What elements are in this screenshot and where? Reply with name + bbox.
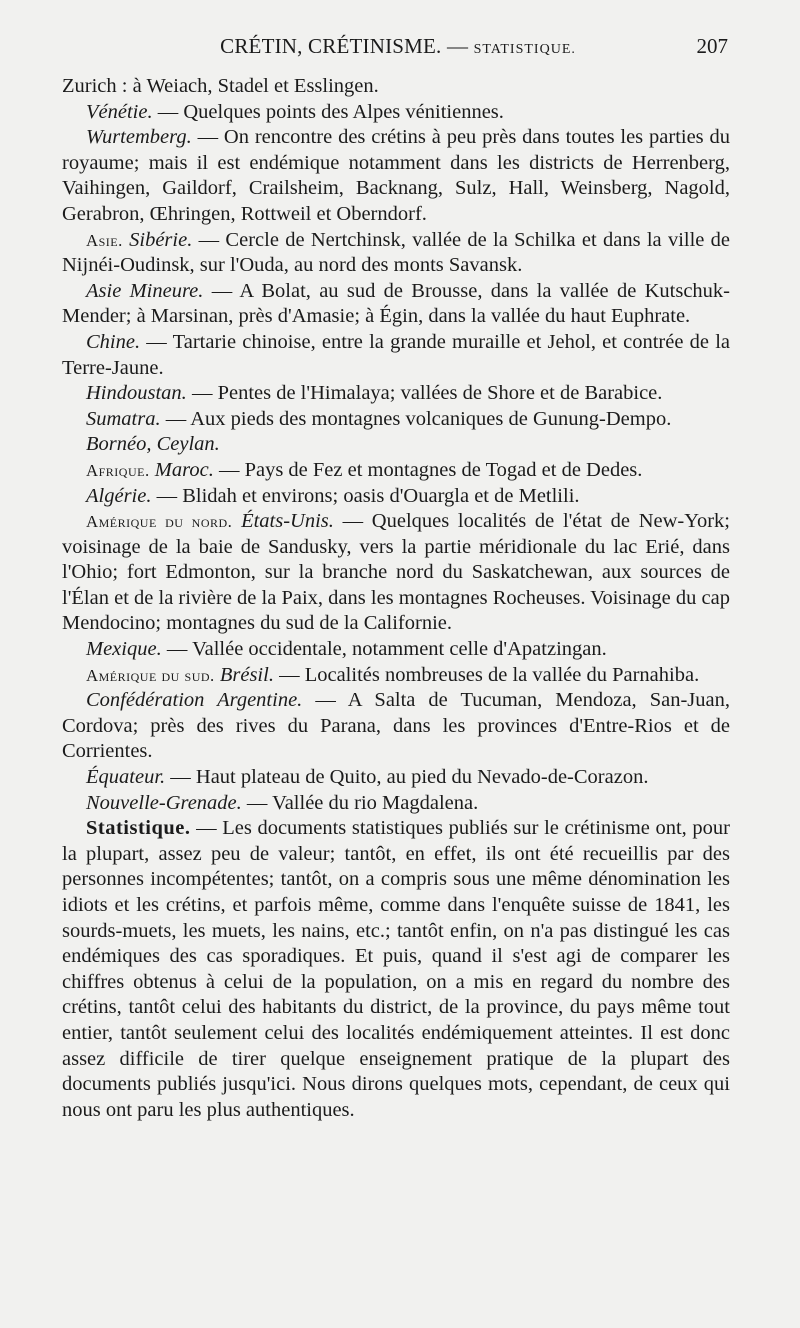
- place-name: États-Unis.: [241, 510, 334, 533]
- paragraph: [62, 484, 730, 510]
- paragraph: [62, 663, 730, 689]
- section-heading: Statistique.: [86, 817, 191, 840]
- paragraph-text: — A Salta de Tucuman, Mendoza, San-Juan, Cordova; près des rives du Parana, dans les provinces d'Entre-Rios et de Corrientes.: [62, 689, 730, 763]
- paragraph-text: — Cercle de Nertchinsk, vallée de la Schilka et dans la ville de Nijnéi-Oudinsk, sur l'Ouda, au nord des monts Savansk.: [62, 228, 731, 277]
- place-name: Sumatra.: [86, 407, 161, 430]
- running-title-main: CRÉTIN, CRÉTINISME. —: [220, 34, 469, 58]
- paragraph-text: — Les documents statistiques publiés sur le crétinisme ont, pour la plupart, assez peu de valeur; tantôt, en effet, ils ont été recueillis par des personnes incompétentes; tantôt, on a compris sous une même dénomination les idiots et les crétins, et parfois même, comme dans l'enquête suisse de 1841, les sourds-muets, les muets, les nains, etc.; tantôt enfin, on n'a pas distingué les cas endémiques des cas sporadiques. Et puis, quand il s'est agi de comparer les chiffres obtenus à celui de la population, on a mis en regard du nombre des crétins, tantôt celui des habitants du district, de la province, du pays même tout entier, tantôt seulement celui des localités endémiquement atteintes. Il est donc assez difficile de tirer quelque enseignement pratique de la plupart des documents publiés jusqu'ici. Nous dirons quelques mots, cependant, de ceux qui nous ont paru les plus authentiques.: [62, 817, 730, 1121]
- paragraph: [62, 330, 730, 381]
- paragraph: [62, 816, 730, 1123]
- region-label: Asie.: [86, 230, 123, 250]
- paragraph-text: — On rencontre des crétins à peu près dans toutes les parties du royaume; mais il est endémique notamment dans les districts de Herrenberg, Vaihingen, Gaildorf, Crailsheim, Backnang, Sulz, Hall, Weinsberg, Nagold, Gerabron, Œhringen, Rottweil et Oberndorf.: [62, 126, 731, 225]
- paragraph-text: — Localités nombreuses de la vallée du Parnahiba.: [279, 663, 700, 686]
- paragraph-text: — Vallée du rio Magdalena.: [246, 791, 479, 814]
- paragraph: [62, 637, 730, 663]
- paragraph-text: — A Bolat, au sud de Brousse, dans la vallée de Kutschuk-Mender; à Marsinan, près d'Amasie; à Égin, dans la vallée du haut Euphrate.: [62, 279, 731, 328]
- region-label: Amérique du nord.: [86, 512, 233, 532]
- place-name: Mexique.: [86, 638, 162, 661]
- place-name: Hindoustan.: [86, 382, 187, 405]
- paragraph: [62, 125, 730, 227]
- place-name: Bornéo, Ceylan.: [86, 433, 220, 456]
- paragraph-text: — Haut plateau de Quito, au pied du Nevado-de-Corazon.: [170, 766, 649, 789]
- paragraph: [62, 791, 730, 817]
- place-name: Sibérie.: [129, 228, 193, 251]
- paragraph: [62, 765, 730, 791]
- paragraph-text: — Vallée occidentale, notamment celle d'Apatzingan.: [166, 638, 607, 661]
- region-label: Afrique.: [86, 460, 150, 480]
- place-name: Wurtemberg.: [86, 126, 192, 149]
- place-name: Nouvelle-Grenade.: [86, 791, 242, 814]
- place-name: Brésil.: [219, 663, 274, 686]
- running-title-section: STATISTIQUE.: [473, 42, 576, 57]
- paragraph: [62, 228, 730, 279]
- page-number: 207: [696, 34, 728, 58]
- paragraph: [62, 279, 730, 330]
- place-name: Asie Mineure.: [86, 279, 204, 302]
- paragraph: [62, 74, 730, 100]
- running-header: [62, 34, 734, 64]
- paragraph-text: — Aux pieds des montagnes volcaniques de Gunung-Dempo.: [165, 407, 672, 430]
- paragraph: [62, 100, 730, 126]
- paragraph: [62, 432, 730, 458]
- place-name: Algérie.: [86, 484, 152, 507]
- place-name: Chine.: [86, 330, 141, 353]
- paragraph-text: — Quelques localités de l'état de New-York; voisinage de la baie de Sandusky, vers la partie méridionale du lac Erié, dans l'Ohio; fort Edmonton, sur la branche nord du Saskatchewan, aux sources de l'Élan et de la rivière de la Paix, dans les montagnes Rocheuses. Voisinage du cap Mendocino; montagnes du sud de la Californie.: [62, 510, 731, 635]
- paragraph: [62, 407, 730, 433]
- place-name: Maroc.: [154, 458, 214, 481]
- paragraph: [62, 688, 730, 765]
- region-label: Amérique du sud.: [86, 665, 215, 685]
- paragraph-text: — Pentes de l'Himalaya; vallées de Shore et de Barabice.: [191, 382, 663, 405]
- paragraph: [62, 381, 730, 407]
- paragraph: [62, 458, 730, 484]
- body-text: [62, 74, 730, 1123]
- paragraph-text: Zurich : à Weiach, Stadel et Esslingen.: [62, 75, 379, 97]
- paragraph-text: — Blidah et environs; oasis d'Ouargla et de Metlili.: [156, 484, 580, 507]
- paragraph: [62, 509, 730, 637]
- paragraph-text: — Tartarie chinoise, entre la grande muraille et Jehol, et contrée de la Terre-Jaune.: [62, 330, 731, 379]
- paragraph-text: — Quelques points des Alpes vénitiennes.: [157, 100, 504, 123]
- place-name: Vénétie.: [86, 100, 153, 123]
- place-name: Confédération Argentine.: [86, 689, 303, 712]
- paragraph-text: — Pays de Fez et montagnes de Togad et de Dedes.: [218, 458, 643, 481]
- place-name: Équateur.: [86, 766, 166, 789]
- running-title: [62, 34, 734, 59]
